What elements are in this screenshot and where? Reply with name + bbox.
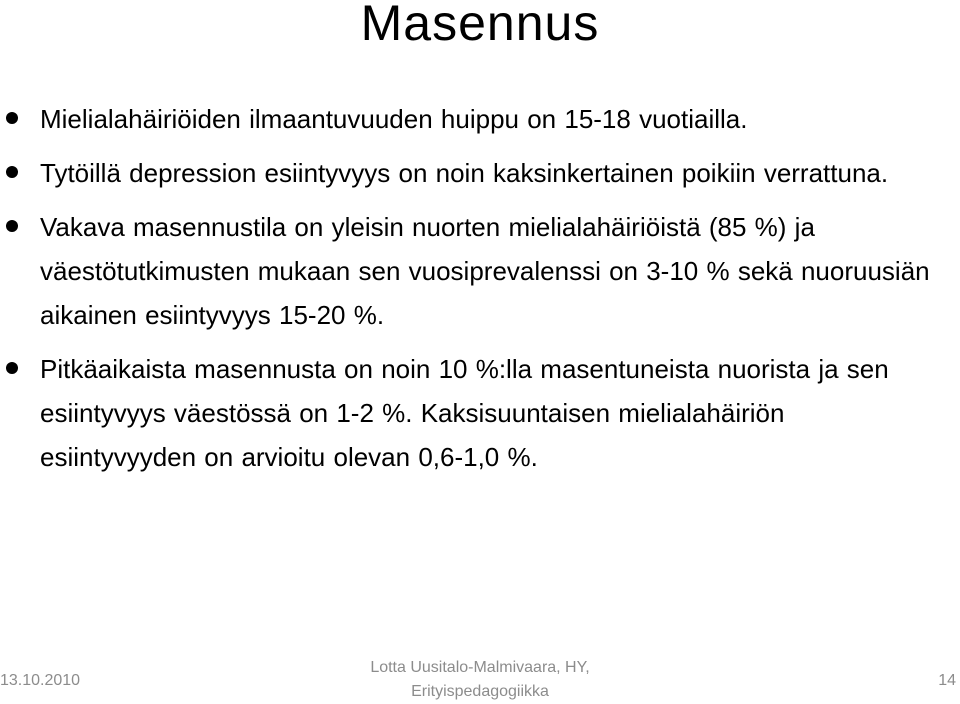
footer-author-department: Erityispedagogiikka bbox=[411, 683, 549, 700]
slide-title: Masennus bbox=[360, 0, 600, 51]
bullet-dot-icon bbox=[6, 220, 18, 232]
bullet-dot-icon bbox=[6, 166, 18, 178]
footer-author-name: Lotta Uusitalo-Malmivaara, HY, bbox=[370, 659, 590, 676]
bullet-item bbox=[0, 97, 960, 141]
bullet-item bbox=[0, 205, 960, 337]
bullet-text: Mielialahäiriöiden ilmaantuvuuden huippu on 15-18 vuotiailla. bbox=[40, 104, 748, 134]
bullet-text: Tytöillä depression esiintyvyys on noin kaksinkertainen poikiin verrattuna. bbox=[40, 158, 889, 188]
footer-author bbox=[0, 656, 960, 704]
bullet-item bbox=[0, 151, 960, 195]
bullet-dot-icon bbox=[6, 112, 18, 124]
bullet-list bbox=[0, 97, 960, 489]
bullet-text: Vakava masennustila on yleisin nuorten mielialahäiriöistä (85 %) ja väestötutkimusten mukaan sen vuosiprevalenssi on 3-10 % sekä nuoruusiän aikainen esiintyvyys 15-20 %. bbox=[40, 212, 930, 330]
footer-date: 13.10.2010 bbox=[0, 672, 81, 689]
footer-page-number: 14 bbox=[938, 672, 956, 689]
bullet-text: Pitkäaikaista masennusta on noin 10 %:lla masentuneista nuorista ja sen esiintyvyys väestössä on 1-2 %. Kaksisuuntaisen mielialahäiriön esiintyvyyden on arvioitu olevan 0,6-1,0 %. bbox=[40, 354, 889, 472]
bullet-dot-icon bbox=[6, 362, 18, 374]
bullet-item bbox=[0, 347, 960, 479]
